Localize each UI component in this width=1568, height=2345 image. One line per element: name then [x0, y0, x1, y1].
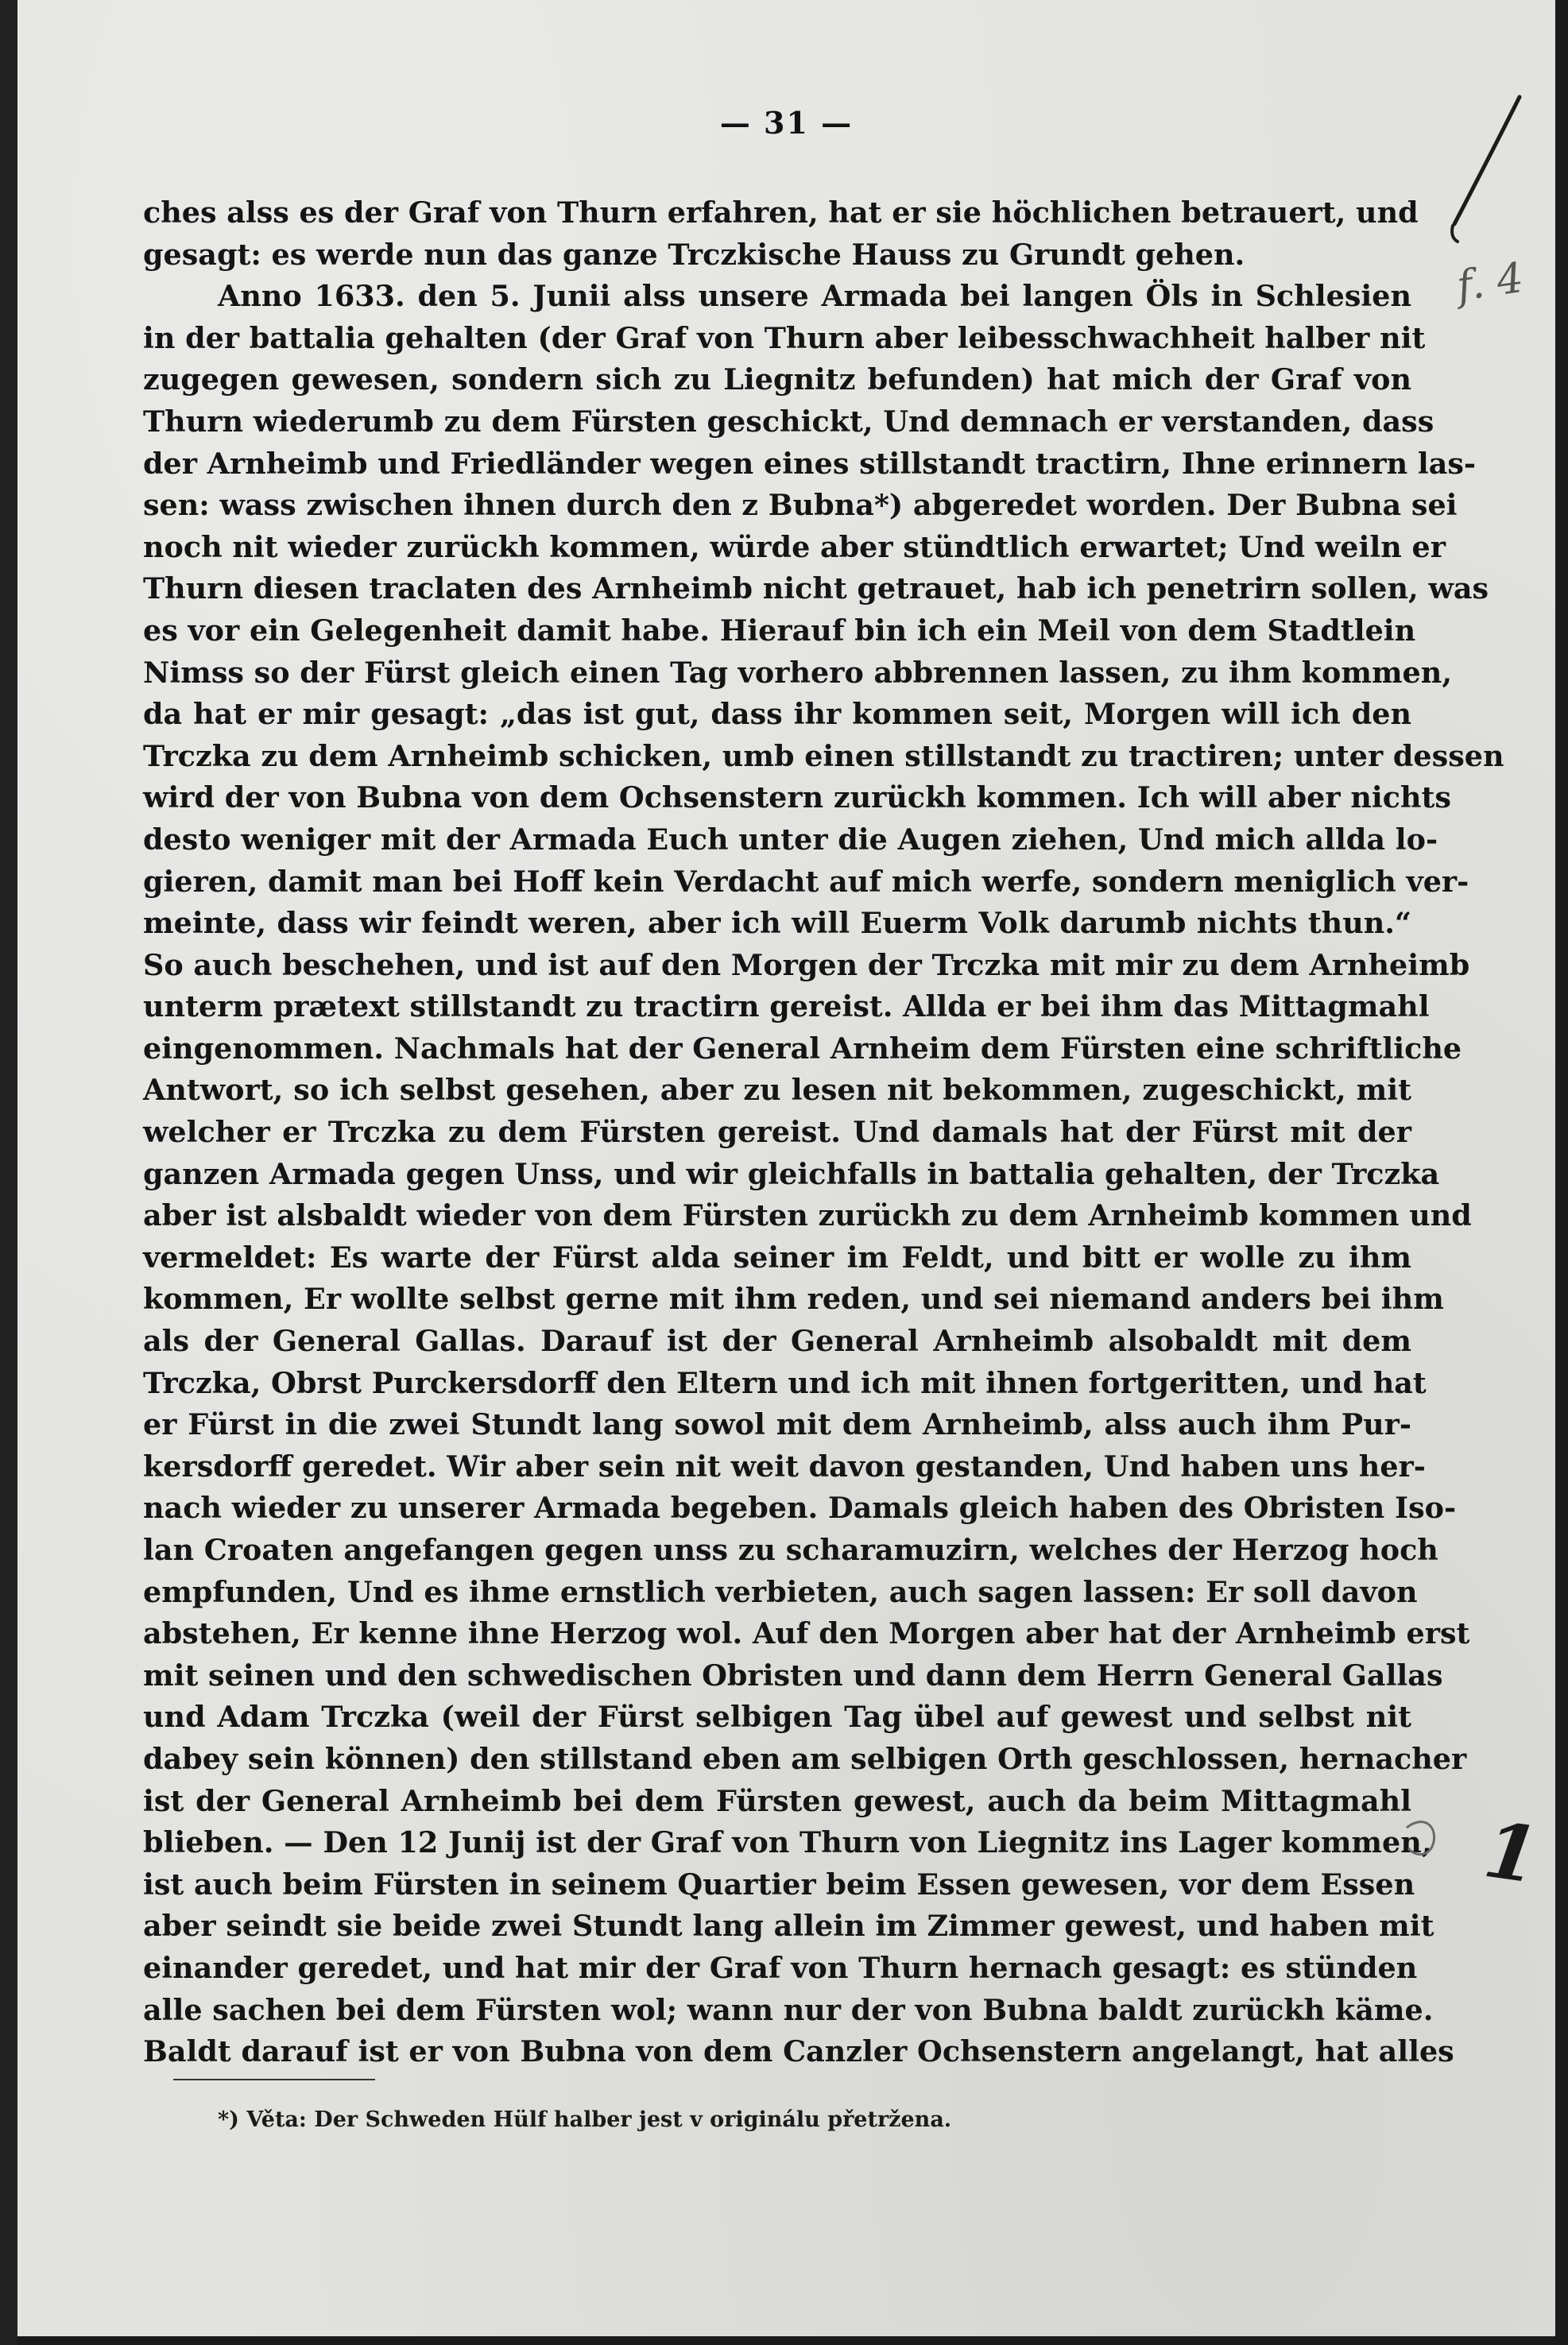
text-line: der Arnheimb und Friedländer wegen eines stillstandt tractirn, Ihne erinnern las-	[143, 446, 1477, 481]
margin-note-middle: 1	[1478, 1804, 1544, 1902]
text-line: lan Croaten angefangen gegen unss zu scharamuzirn, welches der Herzog hoch	[143, 1533, 1438, 1567]
text-line: ganzen Armada gegen Unss, und wir gleichfalls in battalia gehalten, der Trczka	[143, 1156, 1440, 1191]
text-line: dabey sein können) den stillstand eben am selbigen Orth geschlossen, hernacher	[143, 1741, 1467, 1776]
text-line: aber seindt sie beide zwei Stundt lang allein im Zimmer gewest, und haben mit	[143, 1909, 1434, 1944]
text-line: desto weniger mit der Armada Euch unter die Augen ziehen, Und mich allda lo-	[143, 822, 1438, 857]
text-line: Thurn wiederumb zu dem Fürsten geschickt, Und demnach er verstanden, dass	[143, 404, 1434, 439]
text-line: Antwort, so ich selbst gesehen, aber zu lesen nit bekommen, zugeschickt, mit	[143, 1073, 1411, 1108]
scan-left-edge	[0, 0, 17, 2345]
text-line: er Fürst in die zwei Stundt lang sowol mit dem Arnheimb, alss auch ihm Pur-	[143, 1407, 1411, 1442]
text-line: Thurn diesen traclaten des Arnheimb nicht getrauet, hab ich penetrirn sollen, was	[143, 571, 1489, 606]
text-line: unterm prætext stillstandt zu tractirn gereist. Allda er bei ihm das Mittagmahl	[143, 989, 1430, 1024]
text-line: alle sachen bei dem Fürsten wol; wann nur der von Bubna baldt zurückh käme.	[143, 1992, 1434, 2027]
text-line: ches alss es der Graf von Thurn erfahren, hat er sie höchlichen betrauert, und	[143, 195, 1419, 230]
text-line: zugegen gewesen, sondern sich zu Liegnitz befunden) hat mich der Graf von	[143, 362, 1411, 397]
text-line: da hat er mir gesagt: „das ist gut, dass ihr kommen seit, Morgen will ich den	[143, 697, 1411, 732]
text-line: als der General Gallas. Darauf ist der General Arnheimb alsobaldt mit dem	[143, 1324, 1411, 1359]
text-line: wird der von Bubna von dem Ochsenstern zurückh kommen. Ich will aber nichts	[143, 780, 1451, 815]
text-line: mit seinen und den schwedischen Obristen und dann dem Herrn General Gallas	[143, 1658, 1443, 1693]
text-line: es vor ein Gelegenheit damit habe. Hierauf bin ich ein Meil von dem Stadtlein	[143, 613, 1416, 648]
text-line: Trczka zu dem Arnheimb schicken, umb einen stillstandt zu tractiren; unter dessen	[143, 738, 1504, 773]
text-line: nach wieder zu unserer Armada begeben. Damals gleich haben des Obristen Iso-	[143, 1491, 1457, 1526]
footnote-divider	[173, 2079, 375, 2080]
text-line: abstehen, Er kenne ihne Herzog wol. Auf den Morgen aber hat der Arnheimb erst	[143, 1616, 1470, 1651]
text-line: Nimss so der Fürst gleich einen Tag vorhero abbrennen lassen, zu ihm kommen,	[143, 655, 1453, 690]
text-line: empfunden, Und es ihme ernstlich verbieten, auch sagen lassen: Er soll davon	[143, 1574, 1418, 1609]
text-line: kommen, Er wollte selbst gerne mit ihm reden, und sei niemand anders bei ihm	[143, 1282, 1444, 1317]
margin-note-top: f. 4	[1454, 253, 1527, 311]
text-line: noch nit wieder zurückh kommen, würde aber stündtlich erwartet; Und weiln er	[143, 529, 1446, 564]
text-line: einander geredet, und hat mir der Graf von Thurn hernach gesagt: es stünden	[143, 1950, 1418, 1985]
text-line: Baldt darauf ist er von Bubna von dem Canzler Ochsenstern angelangt, hat alles	[143, 2034, 1454, 2069]
page-number: — 31 —	[719, 105, 854, 141]
text-line: ist der General Arnheimb bei dem Fürsten gewest, auch da beim Mittagmahl	[143, 1783, 1411, 1818]
text-line: blieben. — Den 12 Junij ist der Graf von Thurn von Liegnitz ins Lager kommen,	[143, 1825, 1432, 1860]
document-page	[17, 0, 1555, 2336]
text-line: gieren, damit man bei Hoff kein Verdacht auf mich werfe, sondern meniglich ver-	[143, 864, 1469, 899]
text-line: Trczka, Obrst Purckersdorff den Eltern und ich mit ihnen fortgeritten, und hat	[143, 1365, 1427, 1400]
text-line: eingenommen. Nachmals hat der General Arnheim dem Fürsten eine schriftliche	[143, 1031, 1462, 1066]
text-line: Anno 1633. den 5. Junii alss unsere Armada bei langen Öls in Schlesien	[218, 279, 1411, 314]
text-line: welcher er Trczka zu dem Fürsten gereist. Und damals hat der Fürst mit der	[143, 1115, 1411, 1150]
text-line: gesagt: es werde nun das ganze Trczkische Hauss zu Grundt gehen.	[143, 237, 1245, 272]
text-line: meinte, dass wir feindt weren, aber ich will Euerm Volk darumb nichts thun.“	[143, 906, 1411, 941]
text-line: kersdorff geredet. Wir aber sein nit weit davon gestanden, Und haben uns her-	[143, 1449, 1426, 1484]
text-line: ist auch beim Fürsten in seinem Quartier beim Essen gewesen, vor dem Essen	[143, 1867, 1415, 1902]
text-line: in der battalia gehalten (der Graf von Thurn aber leibesschwachheit halber nit	[143, 320, 1426, 355]
text-line: und Adam Trczka (weil der Fürst selbigen Tag übel auf gewest und selbst nit	[143, 1700, 1411, 1735]
text-line: So auch beschehen, und ist auf den Morgen der Trczka mit mir zu dem Arnheimb	[143, 947, 1470, 982]
text-line: sen: wass zwischen ihnen durch den z Bubna*) abgeredet worden. Der Bubna sei	[143, 488, 1458, 523]
text-line: aber ist alsbaldt wieder von dem Fürsten zurückh zu dem Arnheimb kommen und	[143, 1198, 1472, 1233]
footnote: *) Věta: Der Schweden Hülf halber jest v originálu přetržena.	[218, 2107, 952, 2132]
text-line: vermeldet: Es warte der Fürst alda seiner im Feldt, und bitt er wolle zu ihm	[143, 1240, 1411, 1275]
